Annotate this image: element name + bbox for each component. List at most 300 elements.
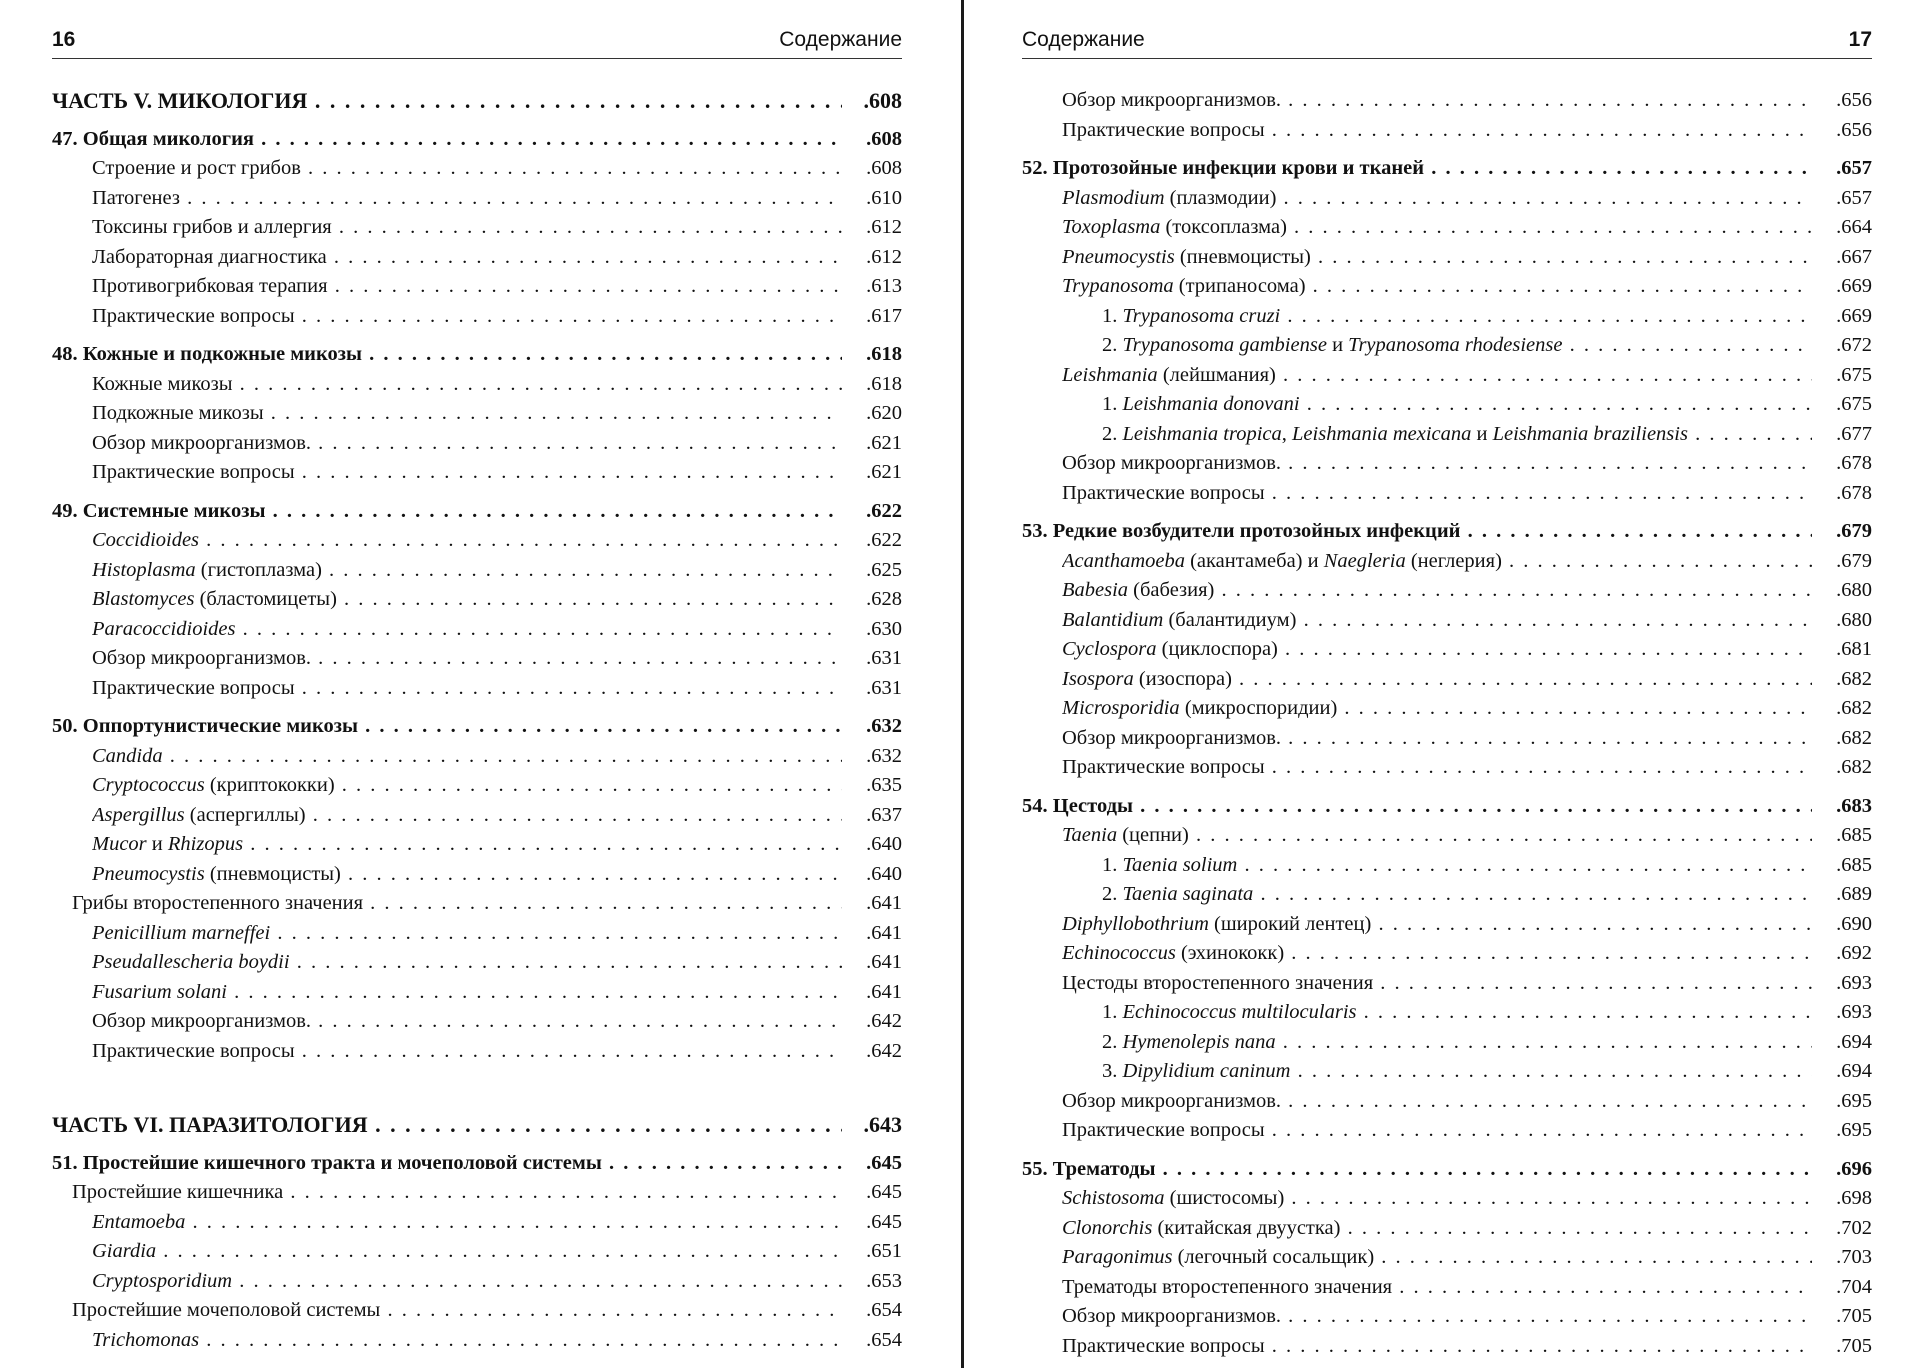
toc-entry-title [1062, 1214, 1812, 1244]
toc-entry-title-text: 55. Трематоды [1022, 1157, 1156, 1180]
toc-entry [1022, 361, 1872, 391]
left-page [52, 0, 902, 1368]
toc-entry-title-italic: Cryptococcus [92, 774, 205, 796]
toc-entry-page: .654 [864, 1296, 902, 1326]
toc-entry-title [52, 1110, 842, 1140]
toc-entry [1022, 1155, 1872, 1185]
toc-entry-title [1102, 302, 1812, 332]
toc-entry-title-text: Подкожные микозы [92, 402, 264, 424]
toc-entry-title [1102, 331, 1812, 361]
toc-entry [52, 1178, 902, 1208]
toc-entry-page: .612 [864, 243, 902, 273]
toc-entry-title-text: 2. [1102, 883, 1123, 905]
toc-entry-title-italic: Clonorchis [1062, 1216, 1153, 1239]
toc-entry-page: .689 [1834, 880, 1872, 910]
toc-entry-title [1062, 1116, 1812, 1146]
toc-entry-title [92, 154, 842, 184]
toc-entry [52, 615, 902, 645]
toc-entry [1022, 606, 1872, 636]
page-number: 16 [52, 28, 76, 51]
toc-entry-title-text: 1. [1102, 304, 1123, 327]
toc-entry [1022, 1243, 1872, 1273]
toc-entry-page: .621 [864, 458, 902, 488]
toc-entry-page: .669 [1834, 302, 1872, 332]
toc-entry [1022, 1184, 1872, 1214]
toc-entry-title-text: Строение и рост грибов [92, 157, 301, 179]
toc-entry-title [1022, 1155, 1812, 1185]
toc-entry [52, 1237, 902, 1267]
right-page [1022, 0, 1872, 1368]
toc-entry-page: .651 [864, 1237, 902, 1267]
toc-entry-title-text: и [1471, 422, 1493, 445]
toc-entry-page: .620 [864, 399, 902, 429]
toc-entry [1022, 420, 1872, 450]
toc-entry-title-italic: Leishmania tropica [1122, 422, 1282, 445]
toc-entry-title-text: 48. Кожные и подкожные микозы [52, 343, 363, 365]
toc-entry-page: .680 [1834, 606, 1872, 636]
toc-entry [1022, 1302, 1872, 1332]
toc-entry-title [1062, 272, 1812, 302]
toc-entry-page: .682 [1834, 694, 1872, 724]
toc-entry [52, 1007, 902, 1037]
toc-entry-page: .641 [864, 889, 902, 919]
toc-entry-title-text: 2. [1102, 1030, 1123, 1053]
toc-entry-page: .640 [864, 830, 902, 860]
table-of-contents [52, 86, 902, 1355]
toc-entry-title-text: Обзор микроорганизмов. [1062, 452, 1282, 474]
toc-entry-page: .641 [864, 948, 902, 978]
toc-entry-title-text: Практические вопросы [1062, 1119, 1265, 1141]
toc-entry [52, 1326, 902, 1356]
page-gutter [961, 0, 964, 1368]
toc-entry-page: .631 [864, 644, 902, 674]
toc-entry-title-text: 52. Протозойные инфекции крови и тканей [1022, 157, 1425, 179]
toc-entry [1022, 302, 1872, 332]
toc-entry [1022, 635, 1872, 665]
toc-entry [52, 399, 902, 429]
toc-entry-title [1062, 910, 1812, 940]
toc-entry-title [1062, 1184, 1812, 1214]
toc-entry-title [52, 712, 842, 742]
toc-entry-title-text: Противогрибковая терапия [92, 275, 328, 297]
toc-entry-title-text: (неглерия) [1405, 549, 1502, 572]
toc-entry-title [92, 615, 842, 645]
toc-entry-title [92, 948, 842, 978]
toc-entry-title-text: и [146, 833, 168, 855]
toc-entry-title [1062, 694, 1812, 724]
toc-entry-page: .640 [864, 860, 902, 890]
toc-entry-title [92, 272, 842, 302]
toc-entry-title-italic: Taenia [1062, 824, 1118, 846]
toc-entry [1022, 969, 1872, 999]
toc-entry-page: .682 [1834, 724, 1872, 754]
toc-entry-title [72, 1296, 842, 1326]
toc-entry-title [1062, 1302, 1812, 1332]
toc-entry-title-text: и [1326, 334, 1349, 356]
toc-entry-title [72, 889, 842, 919]
toc-entry-title-italic: Entamoeba [92, 1210, 186, 1233]
toc-entry-title [1062, 969, 1812, 999]
toc-entry-title-italic: Pneumocystis [92, 862, 205, 885]
toc-entry-title-italic: Babesia [1062, 579, 1129, 601]
toc-entry-title [1062, 665, 1812, 695]
toc-entry-page: .703 [1834, 1243, 1872, 1273]
toc-entry-title-italic: Schistosoma [1062, 1187, 1165, 1209]
toc-entry-title-text: 47. Общая микология [52, 127, 254, 150]
toc-entry-page: .693 [1834, 969, 1872, 999]
toc-entry-title [92, 1267, 842, 1297]
toc-entry [52, 1267, 902, 1297]
toc-entry-page: .675 [1834, 361, 1872, 391]
toc-entry [1022, 1087, 1872, 1117]
toc-entry [52, 302, 902, 332]
toc-entry-title [92, 860, 842, 890]
toc-entry [1022, 243, 1872, 273]
toc-entry-title-text: (плазмодии) [1164, 186, 1277, 209]
toc-entry-page: .642 [864, 1007, 902, 1037]
toc-entry-title-text: 49. Системные микозы [52, 499, 266, 522]
toc-entry-title-text: Токсины грибов и аллергия [92, 216, 332, 238]
running-title: Содержание [779, 28, 902, 51]
toc-entry-page: .656 [1834, 116, 1872, 146]
toc-entry-page: .685 [1834, 851, 1872, 881]
toc-entry-title-text: (бабезия) [1128, 579, 1215, 601]
toc-entry-page: .654 [864, 1326, 902, 1356]
toc-entry-title-italic: Paracoccidioides [92, 617, 236, 640]
toc-entry [52, 429, 902, 459]
toc-entry-title [52, 340, 842, 370]
toc-entry-title-text: Обзор микроорганизмов. [92, 1010, 312, 1032]
toc-entry-title-italic: Isospora [1062, 667, 1134, 690]
toc-entry [52, 585, 902, 615]
toc-entry-title-italic: Balantidium [1062, 608, 1164, 631]
toc-entry [52, 497, 902, 527]
toc-entry [1022, 665, 1872, 695]
toc-entry-title [92, 458, 842, 488]
toc-entry-title [52, 497, 842, 527]
toc-entry [1022, 184, 1872, 214]
running-header [52, 26, 902, 59]
toc-entry-title [92, 771, 842, 801]
toc-entry-page: .694 [1834, 1057, 1872, 1087]
toc-entry-title-text: 1. [1102, 1001, 1123, 1023]
toc-entry-title [52, 86, 842, 116]
toc-entry-page: .617 [864, 302, 902, 332]
running-title: Содержание [1022, 28, 1145, 51]
toc-entry [1022, 517, 1872, 547]
toc-entry-title [1062, 213, 1812, 243]
toc-entry [52, 272, 902, 302]
running-header [1022, 26, 1872, 59]
toc-entry [1022, 154, 1872, 184]
toc-entry-title-italic: Aspergillus [92, 803, 185, 826]
toc-entry [1022, 910, 1872, 940]
toc-entry-page: .696 [1834, 1155, 1872, 1185]
toc-entry-title [92, 1326, 842, 1356]
toc-entry-title [92, 1007, 842, 1037]
toc-entry-page: .635 [864, 771, 902, 801]
toc-entry [52, 1296, 902, 1326]
toc-entry [52, 526, 902, 556]
toc-entry-title-text: Обзор микроорганизмов. [1062, 89, 1282, 111]
toc-entry [52, 370, 902, 400]
toc-entry-title-italic: Pneumocystis [1062, 245, 1175, 268]
toc-entry [1022, 724, 1872, 754]
toc-entry-title [92, 585, 842, 615]
toc-entry-page: .643 [862, 1110, 903, 1140]
toc-entry-page: .704 [1834, 1273, 1872, 1303]
toc-entry-title [1062, 1243, 1812, 1273]
toc-entry-page: .681 [1834, 635, 1872, 665]
toc-entry-title [1062, 939, 1812, 969]
toc-entry-title [1022, 154, 1812, 184]
toc-entry-title-text: 51. Простейшие кишечного тракта и мочеполовой системы [52, 1151, 602, 1174]
toc-entry-page: .632 [864, 742, 902, 772]
toc-entry-title-italic: Blastomyces [92, 588, 195, 610]
toc-entry-title-text: Практические вопросы [1062, 118, 1265, 141]
toc-entry-title-italic: Taenia solium [1122, 853, 1238, 876]
toc-entry-title [1062, 1332, 1812, 1362]
toc-entry-page: .682 [1834, 665, 1872, 695]
toc-entry [1022, 331, 1872, 361]
toc-entry-title-italic: Fusarium solani [92, 980, 227, 1003]
toc-entry-title [1062, 1087, 1812, 1117]
toc-entry-title-text: 1. [1102, 393, 1123, 415]
toc-entry-title-text: (акантамеба) и [1184, 549, 1324, 572]
toc-entry-title-italic: Leishmania mexicana [1292, 422, 1472, 445]
toc-entry-title [92, 1208, 842, 1238]
toc-entry-title-italic: Trypanosoma [1062, 275, 1174, 297]
toc-entry-page: .678 [1834, 479, 1872, 509]
toc-entry-page: .622 [864, 497, 902, 527]
toc-entry-title [92, 302, 842, 332]
toc-entry-title-italic: Coccidioides [92, 529, 200, 551]
toc-entry-page: .613 [864, 272, 902, 302]
toc-entry-title-italic: Mucor [92, 833, 147, 855]
toc-entry [52, 948, 902, 978]
toc-entry-title [1102, 390, 1812, 420]
toc-entry [52, 125, 902, 155]
toc-entry-title [1022, 792, 1812, 822]
toc-entry-title [92, 644, 842, 674]
toc-entry-title-text: Практические вопросы [92, 1039, 295, 1062]
toc-entry-title-text: Практические вопросы [92, 304, 295, 327]
toc-entry-title [52, 125, 842, 155]
toc-entry-title [92, 1037, 842, 1067]
toc-entry-page: .657 [1834, 184, 1872, 214]
toc-entry [1022, 1116, 1872, 1146]
toc-entry-page: .694 [1834, 1028, 1872, 1058]
toc-entry-title [92, 978, 842, 1008]
toc-entry-title [92, 370, 842, 400]
toc-entry-title-text: (гистоплазма) [195, 558, 322, 581]
toc-entry-page: .608 [862, 86, 903, 116]
toc-entry-title [92, 1237, 842, 1267]
toc-entry-page: .695 [1834, 1087, 1872, 1117]
toc-entry [1022, 694, 1872, 724]
toc-entry-title-text: (пневмоцисты) [1174, 245, 1311, 268]
toc-entry-title [92, 919, 842, 949]
toc-entry-page: .690 [1834, 910, 1872, 940]
toc-entry [52, 771, 902, 801]
toc-entry-title [92, 801, 842, 831]
toc-entry-title-italic: Pseudallescheria boydii [92, 951, 290, 973]
toc-entry-title-text: (криптококки) [204, 774, 335, 796]
toc-entry-title [92, 742, 842, 772]
toc-entry-page: .653 [864, 1267, 902, 1297]
toc-entry-title [1062, 243, 1812, 273]
toc-entry-title-italic: Toxoplasma [1062, 216, 1161, 238]
toc-entry-title-italic: Candida [92, 744, 163, 767]
toc-entry-title-text: Простейшие кишечника [72, 1181, 284, 1203]
toc-entry-title-text: 2. [1102, 334, 1123, 356]
toc-entry [52, 154, 902, 184]
toc-entry-title-text: Обзор микроорганизмов. [1062, 726, 1282, 749]
toc-entry [52, 213, 902, 243]
toc-entry-page: .641 [864, 978, 902, 1008]
toc-entry [1022, 1214, 1872, 1244]
toc-entry [1022, 851, 1872, 881]
toc-entry [1022, 213, 1872, 243]
toc-entry-page: .630 [864, 615, 902, 645]
toc-entry-title-italic: Plasmodium [1062, 186, 1165, 209]
toc-entry [1022, 792, 1872, 822]
toc-entry-title [92, 184, 842, 214]
toc-entry-title-italic: Penicillium marneffei [92, 921, 271, 944]
toc-entry [52, 86, 902, 116]
toc-entry-title-italic: Giardia [92, 1240, 157, 1262]
toc-entry-title-italic: Naegleria [1323, 549, 1406, 572]
toc-entry-title [72, 1178, 842, 1208]
toc-entry-title-text: ЧАСТЬ VI. ПАРАЗИТОЛОГИЯ [52, 1112, 368, 1137]
toc-entry-page: .672 [1834, 331, 1872, 361]
toc-entry-title-italic: Cryptosporidium [92, 1269, 233, 1292]
toc-entry-page: .679 [1834, 547, 1872, 577]
toc-entry [1022, 390, 1872, 420]
toc-entry-title [52, 1149, 842, 1179]
toc-entry [1022, 939, 1872, 969]
toc-entry-title-italic: Trypanosoma cruzi [1122, 304, 1281, 327]
toc-entry-page: .695 [1834, 1116, 1872, 1146]
toc-entry-title [1102, 880, 1812, 910]
toc-entry-page: .645 [864, 1208, 902, 1238]
toc-entry-title [1062, 724, 1812, 754]
toc-entry-title-italic: Echinococcus multilocularis [1122, 1001, 1357, 1023]
toc-entry-title-text: (циклоспора) [1156, 638, 1278, 660]
toc-entry-title-text: (легочный сосальщик) [1172, 1246, 1375, 1268]
toc-entry-title-text: Обзор микроорганизмов. [92, 647, 312, 669]
toc-entry-title-text: (трипаносома) [1173, 275, 1306, 297]
toc-entry-title-text: (пневмоцисты) [204, 862, 341, 885]
toc-entry-title-text: Простейшие мочеполовой системы [72, 1299, 381, 1321]
toc-entry [1022, 479, 1872, 509]
toc-entry-title [1102, 1028, 1812, 1058]
toc-entry-page: .621 [864, 429, 902, 459]
toc-entry-title-text: 2. [1102, 422, 1123, 445]
toc-entry-title-italic: Acanthamoeba [1062, 549, 1185, 572]
toc-entry-title [1062, 635, 1812, 665]
toc-entry-title-italic: Dipylidium caninum [1122, 1060, 1291, 1082]
toc-entry-title-text: Практические вопросы [1062, 1334, 1265, 1357]
toc-entry [52, 889, 902, 919]
toc-entry-title-text: Обзор микроорганизмов. [1062, 1089, 1282, 1112]
toc-entry-title-text: 53. Редкие возбудители протозойных инфекций [1022, 520, 1461, 542]
toc-entry [1022, 1057, 1872, 1087]
toc-entry-title-text: Патогенез [92, 186, 180, 209]
toc-entry-title-text: Цестоды второстепенного значения [1062, 971, 1374, 994]
toc-entry-page: .645 [864, 1178, 902, 1208]
toc-entry-page: .680 [1834, 576, 1872, 606]
toc-entry-title-text: (китайская двуустка) [1152, 1216, 1341, 1239]
toc-entry-title-text: (токсоплазма) [1160, 216, 1287, 238]
toc-entry-title [92, 399, 842, 429]
toc-entry-title-text: (широкий лентец) [1208, 912, 1372, 935]
toc-entry-title [92, 526, 842, 556]
toc-entry-page: .683 [1834, 792, 1872, 822]
toc-entry-page: .628 [864, 585, 902, 615]
toc-entry-page: .685 [1834, 821, 1872, 851]
toc-entry-page: .610 [864, 184, 902, 214]
toc-entry-page: .618 [864, 370, 902, 400]
toc-entry-title-text: Практические вопросы [1062, 756, 1265, 778]
toc-entry-title [1062, 449, 1812, 479]
toc-entry-title-italic: Trypanosoma gambiense [1122, 334, 1327, 356]
toc-entry-title-text: (балантидиум) [1163, 608, 1297, 631]
toc-entry-page: .669 [1834, 272, 1872, 302]
toc-entry [1022, 821, 1872, 851]
toc-entry-title [1102, 1057, 1812, 1087]
toc-entry-title [92, 213, 842, 243]
toc-entry-title-text: Практические вопросы [1062, 481, 1265, 504]
toc-entry-title-text: (лейшмания) [1157, 363, 1276, 386]
toc-entry-page: .642 [864, 1037, 902, 1067]
table-of-contents [1022, 86, 1872, 1361]
toc-entry [1022, 547, 1872, 577]
toc-entry-page: .702 [1834, 1214, 1872, 1244]
toc-entry-title-text: 3. [1102, 1060, 1123, 1082]
toc-entry [52, 712, 902, 742]
toc-entry-title [1102, 420, 1812, 450]
toc-entry-title-text: Обзор микроорганизмов. [1062, 1305, 1282, 1327]
toc-entry-title-text: ЧАСТЬ V. МИКОЛОГИЯ [52, 88, 308, 113]
toc-entry [52, 830, 902, 860]
toc-entry [52, 340, 902, 370]
toc-entry-title [1062, 547, 1812, 577]
toc-entry-title [1062, 753, 1812, 783]
toc-entry-title-text: Обзор микроорганизмов. [92, 431, 312, 454]
toc-entry-page: .682 [1834, 753, 1872, 783]
toc-entry-page: .612 [864, 213, 902, 243]
toc-entry-title-text: Лабораторная диагностика [92, 245, 327, 268]
toc-entry [1022, 1273, 1872, 1303]
toc-entry-title-italic: Rhizopus [167, 833, 244, 855]
toc-entry [1022, 116, 1872, 146]
toc-entry [1022, 576, 1872, 606]
toc-entry-title-text: (изоспора) [1133, 667, 1232, 690]
toc-entry-title [1022, 517, 1812, 547]
toc-entry-page: .667 [1834, 243, 1872, 273]
toc-entry-title-italic: Leishmania braziliensis [1492, 422, 1688, 445]
toc-entry-page: .618 [864, 340, 902, 370]
toc-entry-title-text: 54. Цестоды [1022, 794, 1133, 817]
toc-entry-title [92, 429, 842, 459]
toc-entry-title-text: (цепни) [1117, 824, 1189, 846]
toc-entry-page: .608 [864, 154, 902, 184]
toc-entry-title-italic: Echinococcus [1062, 942, 1176, 964]
toc-entry-title-italic: Leishmania [1062, 363, 1158, 386]
toc-entry-title-text: Кожные микозы [92, 372, 233, 395]
toc-entry-title-italic: Cyclospora [1062, 638, 1157, 660]
